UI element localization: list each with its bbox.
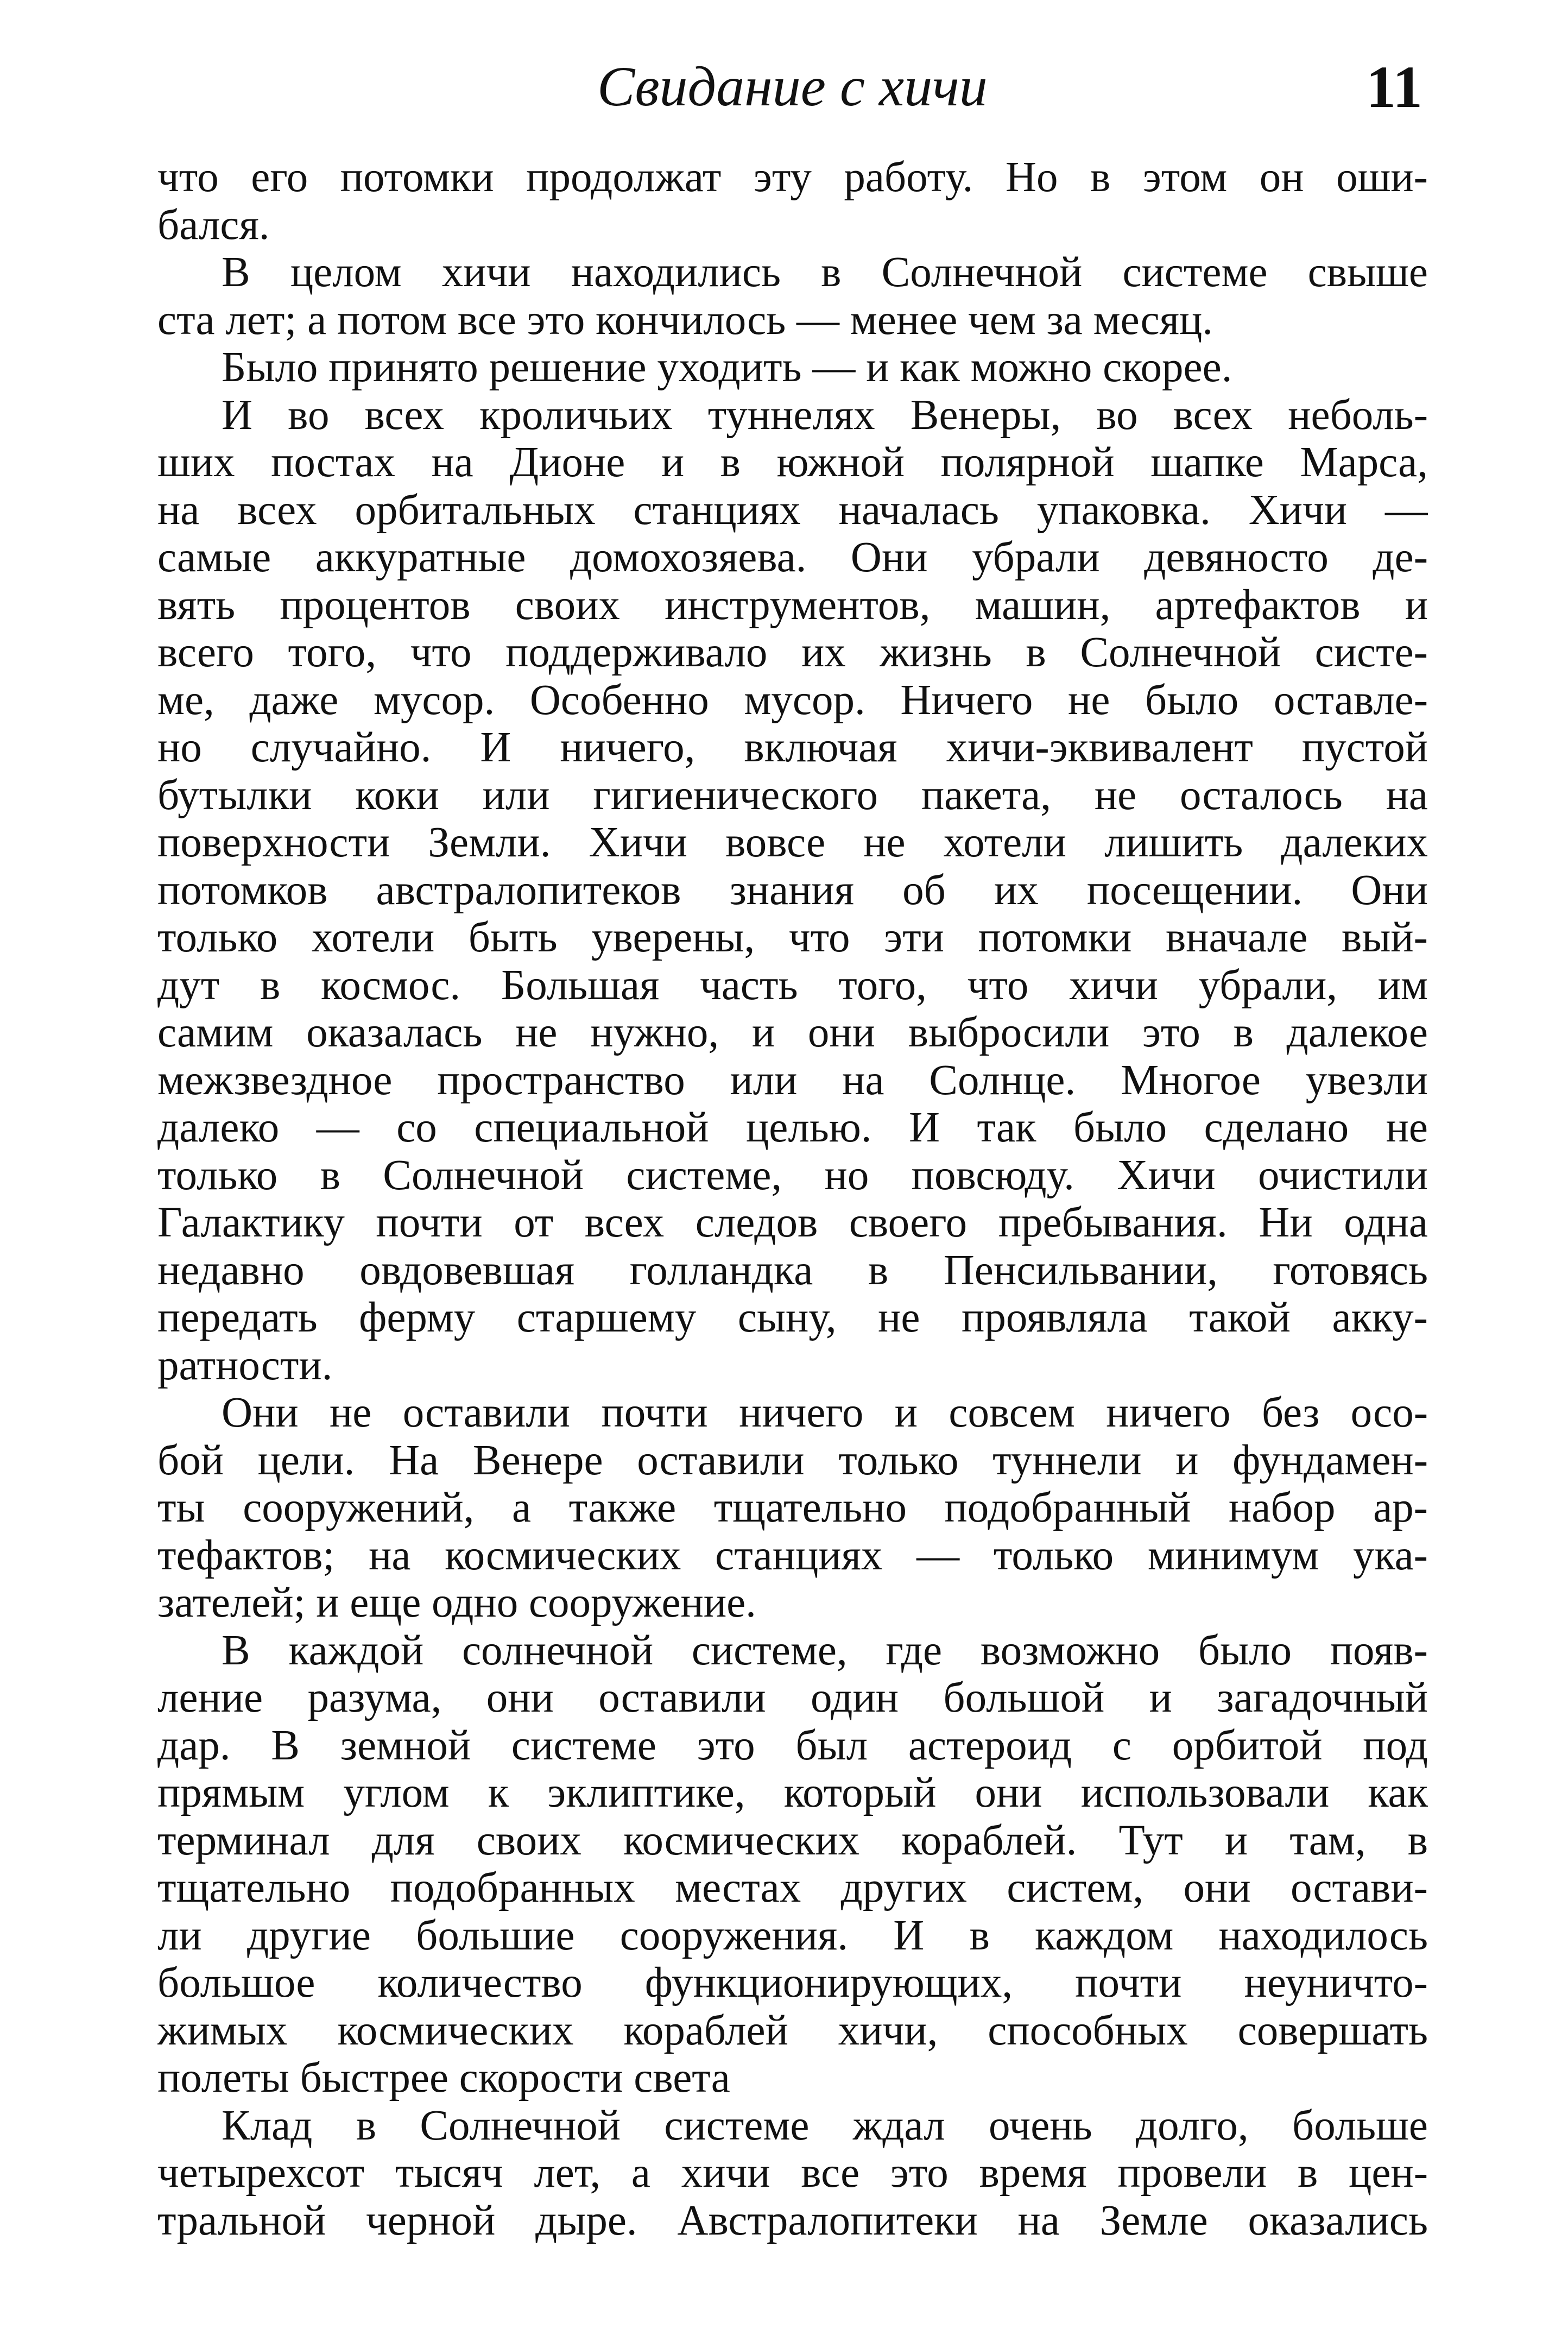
text-line: самим оказалась не нужно, и они выбросили это в далекое [157, 1009, 1428, 1056]
text-line: дар. В земной системе это был астероид с орбитой под [157, 1721, 1428, 1769]
body-text [157, 154, 1428, 2244]
text-line: ление разума, они оставили один большой и загадочный [157, 1674, 1428, 1721]
text-line: ста лет; а потом все это кончилось — менее чем за месяц. [157, 296, 1213, 344]
text-line: вять процентов своих инструментов, машин, артефактов и [157, 581, 1428, 629]
text-line: И во всех кроличьих туннелях Венеры, во всех неболь- [222, 391, 1428, 439]
paragraph [157, 1389, 1428, 1627]
text-line: ли другие большие сооружения. И в каждом находилось [157, 1911, 1428, 1959]
running-title: Свидание с хичи [597, 55, 988, 118]
text-line: межзвездное пространство или на Солнце. Многое увезли [157, 1056, 1428, 1104]
text-line: самые аккуратные домохозяева. Они убрали девяносто де- [157, 534, 1428, 581]
text-line: ратности. [157, 1341, 333, 1389]
text-line: ты сооружений, а также тщательно подобранный набор ар- [157, 1484, 1428, 1531]
text-line: тщательно подобранных местах других систем, они остави- [157, 1864, 1428, 1911]
text-line: В целом хичи находились в Солнечной системе свыше [222, 249, 1428, 296]
text-line: зателей; и еще одно сооружение. [157, 1579, 756, 1626]
text-line: на всех орбитальных станциях началась упаковка. Хичи — [157, 486, 1428, 534]
text-line: ме, даже мусор. Особенно мусор. Ничего не было оставле- [157, 676, 1428, 724]
paragraph [157, 249, 1428, 344]
text-line: Галактику почти от всех следов своего пребывания. Ни одна [157, 1199, 1428, 1246]
text-line: потомков австралопитеков знания об их посещении. Они [157, 866, 1428, 914]
text-line: прямым углом к эклиптике, который они использовали как [157, 1769, 1428, 1816]
text-line: недавно овдовевшая голландка в Пенсильвании, готовясь [157, 1246, 1428, 1294]
text-line: полеты быстрее скорости света [157, 2054, 730, 2102]
text-line: передать ферму старшему сыну, не проявляла такой акку- [157, 1294, 1428, 1341]
text-line: только хотели быть уверены, что эти потомки вначале вый- [157, 914, 1428, 961]
text-line: бался. [157, 201, 270, 249]
text-line: далеко — со специальной целью. И так было сделано не [157, 1104, 1428, 1151]
text-line: тефактов; на космических станциях — только минимум ука- [157, 1531, 1428, 1579]
text-line: дут в космос. Большая часть того, что хичи убрали, им [157, 961, 1428, 1009]
text-line: всего того, что поддерживало их жизнь в Солнечной систе- [157, 629, 1428, 676]
paragraph [157, 344, 1428, 392]
text-line: большое количество функционирующих, почти неуничто- [157, 1959, 1428, 2006]
text-line: что его потомки продолжат эту работу. Но в этом он оши- [157, 154, 1428, 201]
text-line: но случайно. И ничего, включая хичи-эквивалент пустой [157, 724, 1428, 771]
text-line: поверхности Земли. Хичи вовсе не хотели лишить далеких [157, 819, 1428, 866]
paragraph [157, 154, 1428, 249]
text-line: бутылки коки или гигиенического пакета, не осталось на [157, 771, 1428, 819]
text-line: только в Солнечной системе, но повсюду. Хичи очистили [157, 1151, 1428, 1199]
text-line: бой цели. На Венере оставили только туннели и фундамен- [157, 1436, 1428, 1484]
text-line: Они не оставили почти ничего и совсем ничего без осо- [222, 1389, 1428, 1436]
text-line: Клад в Солнечной системе ждал очень долго, больше [222, 2102, 1428, 2149]
text-line: Было принято решение уходить — и как можно скорее. [222, 344, 1232, 391]
paragraph [157, 2102, 1428, 2245]
text-line: тральной черной дыре. Австралопитеки на Земле оказались [157, 2197, 1428, 2244]
text-line: ших постах на Дионе и в южной полярной шапке Марса, [157, 439, 1428, 486]
page-number: 11 [1366, 54, 1422, 120]
paragraph [157, 1627, 1428, 2102]
text-line: жимых космических кораблей хичи, способных совершать [157, 2006, 1428, 2054]
paragraph [157, 392, 1428, 1390]
text-line: В каждой солнечной системе, где возможно было появ- [222, 1626, 1428, 1674]
page-header [157, 52, 1428, 133]
text-line: терминал для своих космических кораблей. Тут и там, в [157, 1816, 1428, 1864]
text-line: четырехсот тысяч лет, а хичи все это время провели в цен- [157, 2149, 1428, 2197]
